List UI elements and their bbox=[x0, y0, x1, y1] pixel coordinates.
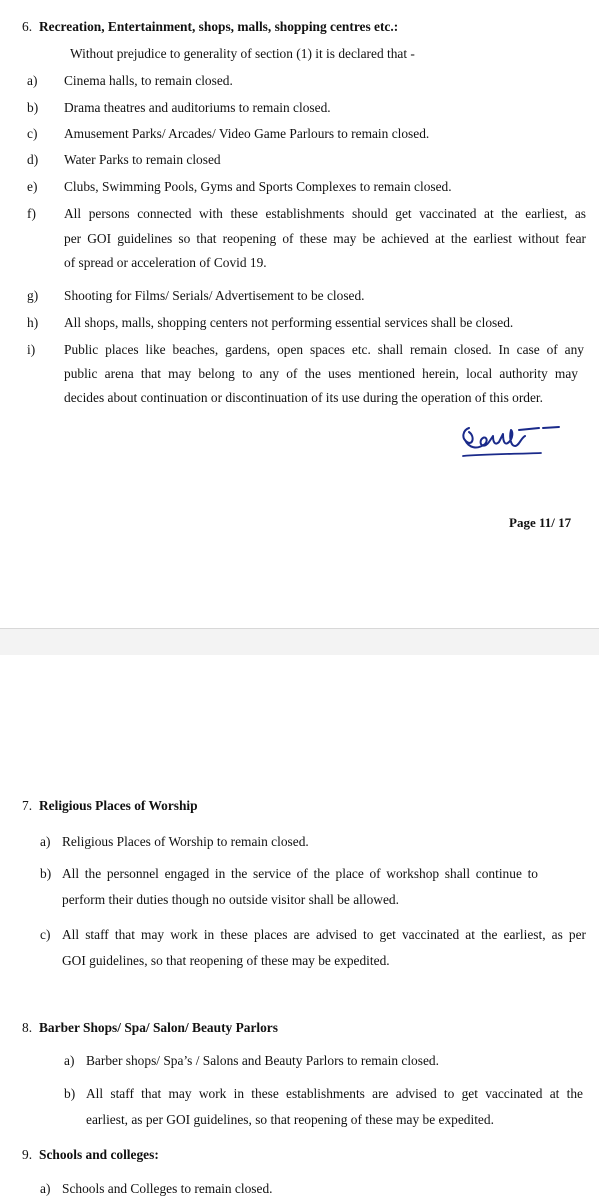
item-text: All shops, malls, shopping centers not performing essential services shall be closed. bbox=[64, 315, 514, 330]
item-text: of spread or acceleration of Covid 19. bbox=[64, 255, 267, 270]
item-text: Clubs, Swimming Pools, Gyms and Sports Complexes to remain closed. bbox=[64, 179, 452, 194]
item-label: h) bbox=[27, 315, 39, 330]
item-text: All staff that may work in these places are advised to get vaccinated at the earliest, as per bbox=[62, 927, 586, 942]
item-text: public arena that may belong to any of the uses mentioned herein, local authority may bbox=[64, 366, 578, 381]
item-text: Water Parks to remain closed bbox=[64, 152, 221, 167]
section-8-title: Barber Shops/ Spa/ Salon/ Beauty Parlors bbox=[39, 1020, 278, 1035]
item-label: a) bbox=[40, 1181, 51, 1196]
item-text: Schools and Colleges to remain closed. bbox=[62, 1181, 273, 1196]
item-text: GOI guidelines, so that reopening of these may be expedited. bbox=[62, 953, 390, 968]
item-label: d) bbox=[27, 152, 39, 167]
item-label: f) bbox=[27, 206, 36, 221]
item-text: per GOI guidelines so that reopening of these may be achieved at the earliest without fear bbox=[64, 231, 586, 246]
section-7-number: 7. bbox=[22, 798, 33, 813]
item-label: b) bbox=[64, 1086, 76, 1101]
item-text: decides about continuation or discontinuation of its use during the operation of this order. bbox=[64, 390, 543, 405]
section-9-number: 9. bbox=[22, 1147, 33, 1162]
item-text: Drama theatres and auditoriums to remain closed. bbox=[64, 100, 331, 115]
item-text: Religious Places of Worship to remain closed. bbox=[62, 834, 309, 849]
item-text: All persons connected with these establishments should get vaccinated at the earliest, as bbox=[64, 206, 586, 221]
item-label: b) bbox=[27, 100, 39, 115]
section-9-title: Schools and colleges: bbox=[39, 1147, 159, 1162]
section-8-number: 8. bbox=[22, 1020, 33, 1035]
item-text: All the personnel engaged in the service of the place of workshop shall continue to bbox=[62, 866, 538, 881]
item-label: e) bbox=[27, 179, 38, 194]
section-6-intro: Without prejudice to generality of section (1) it is declared that - bbox=[70, 46, 415, 61]
item-label: b) bbox=[40, 866, 52, 881]
item-label: a) bbox=[27, 73, 38, 88]
item-label: g) bbox=[27, 288, 39, 303]
section-6-title: Recreation, Entertainment, shops, malls, shopping centres etc.: bbox=[39, 19, 399, 34]
page-number: Page 11/ 17 bbox=[509, 515, 572, 530]
item-text: Cinema halls, to remain closed. bbox=[64, 73, 233, 88]
section-6-number: 6. bbox=[22, 19, 33, 34]
document-page-12 bbox=[0, 655, 599, 1200]
item-label: a) bbox=[64, 1053, 75, 1068]
item-text: Public places like beaches, gardens, open spaces etc. shall remain closed. In case of any bbox=[64, 342, 584, 357]
item-text: Shooting for Films/ Serials/ Advertisement to be closed. bbox=[64, 288, 365, 303]
signature-image bbox=[455, 418, 575, 460]
item-text: Amusement Parks/ Arcades/ Video Game Parlours to remain closed. bbox=[64, 126, 430, 141]
item-label: c) bbox=[27, 126, 38, 141]
item-text: All staff that may work in these establishments are advised to get vaccinated at the bbox=[86, 1086, 583, 1101]
item-text: perform their duties though no outside visitor shall be allowed. bbox=[62, 892, 399, 907]
page-separator bbox=[0, 628, 599, 656]
item-label: c) bbox=[40, 927, 51, 942]
item-label: i) bbox=[27, 342, 36, 357]
section-7-title: Religious Places of Worship bbox=[39, 798, 198, 813]
item-text: earliest, as per GOI guidelines, so that reopening of these may be expedited. bbox=[86, 1112, 494, 1127]
item-text: Barber shops/ Spa’s / Salons and Beauty Parlors to remain closed. bbox=[86, 1053, 439, 1068]
item-label: a) bbox=[40, 834, 51, 849]
